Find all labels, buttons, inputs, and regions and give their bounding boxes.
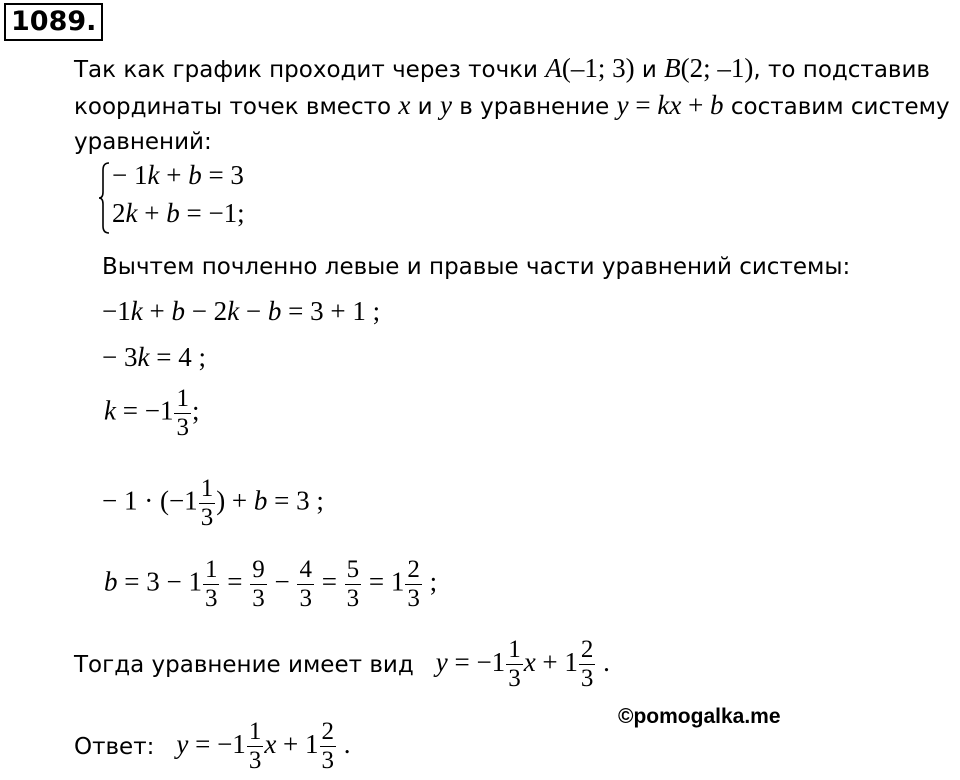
point-a-coords: (–1; 3) <box>561 53 635 83</box>
system-row-1: − 1k + b = 3 <box>112 160 244 190</box>
fraction: $\frac{2}{3}$ <box>321 718 335 774</box>
step-4: − 1 · (−1 $\frac{1}{3}$ ) + b = 3 ; <box>102 475 324 531</box>
step-3: k = −1 $\frac{1}{3}$ ; <box>104 385 200 441</box>
intro-text: и <box>410 94 440 120</box>
intro-text: и <box>634 57 665 83</box>
step-5: b = 3 − 1 $\frac{1}{3}$ = $\frac{9}{3}$ − $\frac{4}{3}$ = $\frac{5}{3}$ = 1 $\frac{2}{3}$ ; <box>104 556 438 612</box>
intro-text: составим систему уравнений: <box>74 94 950 155</box>
fraction: $\frac{1}{3}$ <box>204 556 218 612</box>
conclusion-formula: y = −1 $\frac{1}{3}$ x + 1 $\frac{2}{3}$ . <box>435 636 610 692</box>
equation-kx: kx <box>657 90 682 120</box>
intro-text: Так как график проходит через точки <box>74 57 546 83</box>
fraction: $\frac{2}{3}$ <box>580 636 594 692</box>
fraction: $\frac{1}{3}$ <box>200 475 214 531</box>
equation-plus: + <box>681 90 711 120</box>
subtract-text: Вычтем почленно левые и правые части уравнений системы: <box>102 254 851 280</box>
equation-y: y <box>616 90 629 120</box>
fraction: $\frac{2}{3}$ <box>407 556 420 612</box>
answer <box>74 718 351 775</box>
step-2: − 3k = 4 ; <box>102 342 206 372</box>
equation-equals: = <box>628 90 658 120</box>
var-x: x <box>398 90 411 120</box>
fraction: $\frac{1}{3}$ <box>176 385 189 441</box>
fraction: $\frac{1}{3}$ <box>248 718 262 774</box>
var-y: y <box>439 90 452 120</box>
system-brace-icon <box>98 162 110 234</box>
equation-b: b <box>710 90 724 120</box>
intro-paragraph <box>74 51 954 160</box>
answer-label: Ответ: <box>74 733 155 760</box>
point-a-name: A <box>545 53 562 83</box>
answer-formula: y = −1 $\frac{1}{3}$ x + 1 $\frac{2}{3}$ . <box>176 718 351 774</box>
intro-text: , то подставив координаты точек вместо <box>74 57 930 120</box>
point-b-coords: (2; –1) <box>680 53 754 83</box>
conclusion-text: Тогда уравнение имеет вид <box>74 651 414 678</box>
conclusion <box>74 636 610 693</box>
fraction: $\frac{4}{3}$ <box>299 556 312 612</box>
step-1: −1k + b − 2k − b = 3 + 1 ; <box>102 296 381 326</box>
watermark: ©pomogalka.me <box>618 705 781 728</box>
intro-text: в уравнение <box>451 94 617 120</box>
point-b-name: B <box>664 53 681 83</box>
task-number: 1089. <box>4 3 103 41</box>
fraction: $\frac{9}{3}$ <box>252 556 265 612</box>
fraction: $\frac{1}{3}$ <box>508 636 521 692</box>
fraction: $\frac{5}{3}$ <box>346 556 360 612</box>
system-row-2: 2k + b = −1; <box>112 198 245 228</box>
